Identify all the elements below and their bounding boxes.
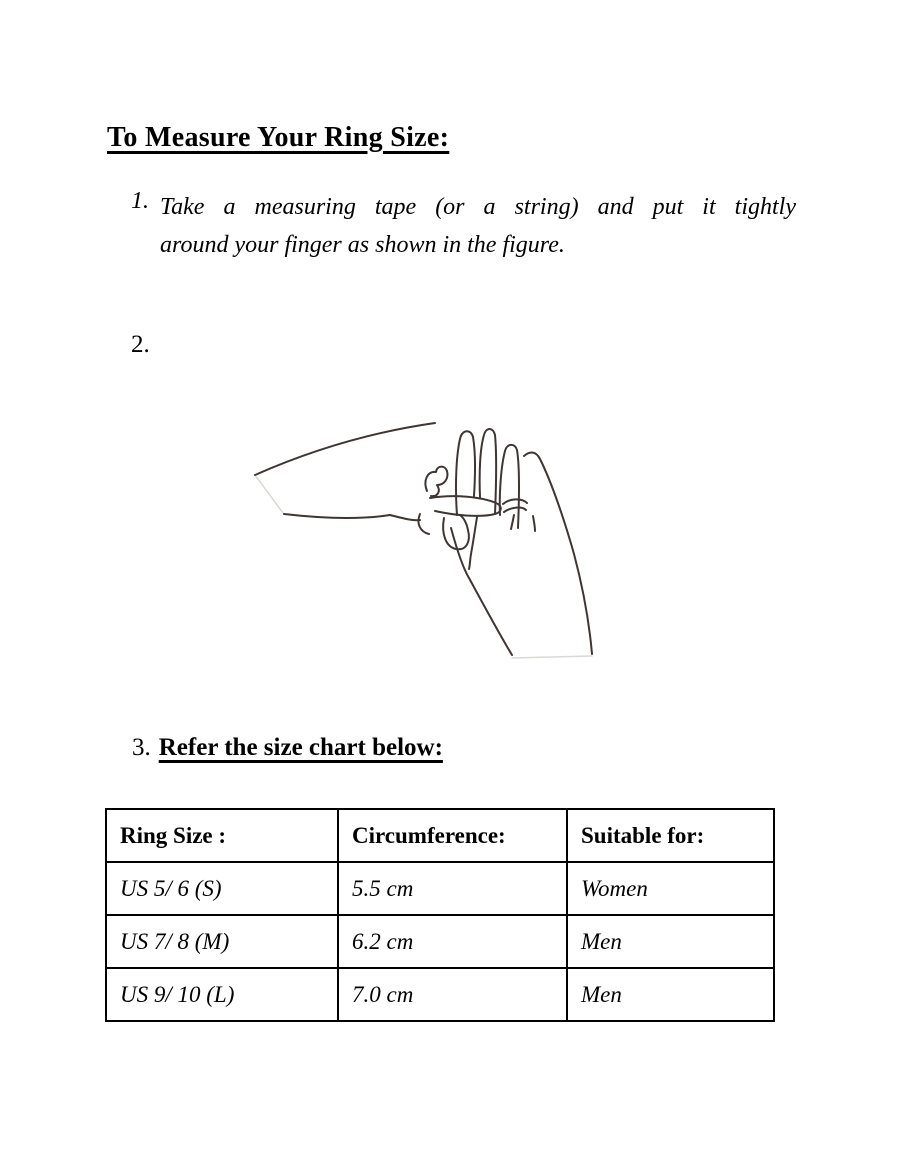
- table-row: [106, 968, 774, 1021]
- sketch-hand-left-edge: [451, 528, 512, 655]
- page-title: To Measure Your Ring Size:: [107, 121, 450, 153]
- step-3-heading: Refer the size chart below:: [158, 734, 443, 761]
- cell-suitable-for: Women: [567, 862, 774, 915]
- cell-circumference: 7.0 cm: [338, 968, 567, 1021]
- sketch-wrist-cut-line: [512, 656, 592, 658]
- sketch-palm-right-edge: [524, 453, 592, 654]
- cell-ring-size: US 7/ 8 (M): [106, 915, 338, 968]
- cell-suitable-for: Men: [567, 915, 774, 968]
- header-circumference: Circumference:: [338, 809, 567, 862]
- sketch-pressing-finger: [430, 496, 501, 516]
- header-ring-size: Ring Size :: [106, 809, 338, 862]
- sketch-string-band-bottom: [504, 508, 526, 512]
- step-3-number: 3.: [132, 734, 151, 761]
- cell-suitable-for: Men: [567, 968, 774, 1021]
- sketch-string-band-top: [503, 499, 527, 504]
- sketch-index-finger: [456, 431, 475, 515]
- header-suitable-for: Suitable for:: [567, 809, 774, 862]
- sketch-string-end-right: [533, 516, 535, 531]
- step-1-text: [160, 188, 796, 264]
- cell-circumference: 5.5 cm: [338, 862, 567, 915]
- sketch-ring-finger: [500, 445, 519, 528]
- sketch-arm-bottom: [284, 514, 420, 520]
- sketch-arm-top: [255, 423, 435, 475]
- step-1-number: 1.: [131, 188, 149, 214]
- step-2-number: 2.: [131, 331, 150, 358]
- step-3: [132, 734, 443, 762]
- table-row: [106, 915, 774, 968]
- sketch-thumb: [425, 467, 447, 496]
- table-header-row: [106, 809, 774, 862]
- cell-ring-size: US 5/ 6 (S): [106, 862, 338, 915]
- sketch-string-end-long: [469, 517, 477, 569]
- ring-size-chart-table: [105, 808, 775, 1022]
- table-row: [106, 862, 774, 915]
- cell-ring-size: US 9/ 10 (L): [106, 968, 338, 1021]
- sketch-curled-finger-small: [418, 514, 429, 534]
- cell-circumference: 6.2 cm: [338, 915, 567, 968]
- sketch-string-end-short: [511, 515, 514, 529]
- sketch-arm-cut-line: [255, 475, 283, 513]
- step-1-line-1: Take a measuring tape (or a string) and put it tightly: [160, 194, 796, 220]
- ring-measurement-hands-illustration: [230, 418, 610, 668]
- step-1-line-2: around your finger as shown in the figure.: [160, 232, 565, 258]
